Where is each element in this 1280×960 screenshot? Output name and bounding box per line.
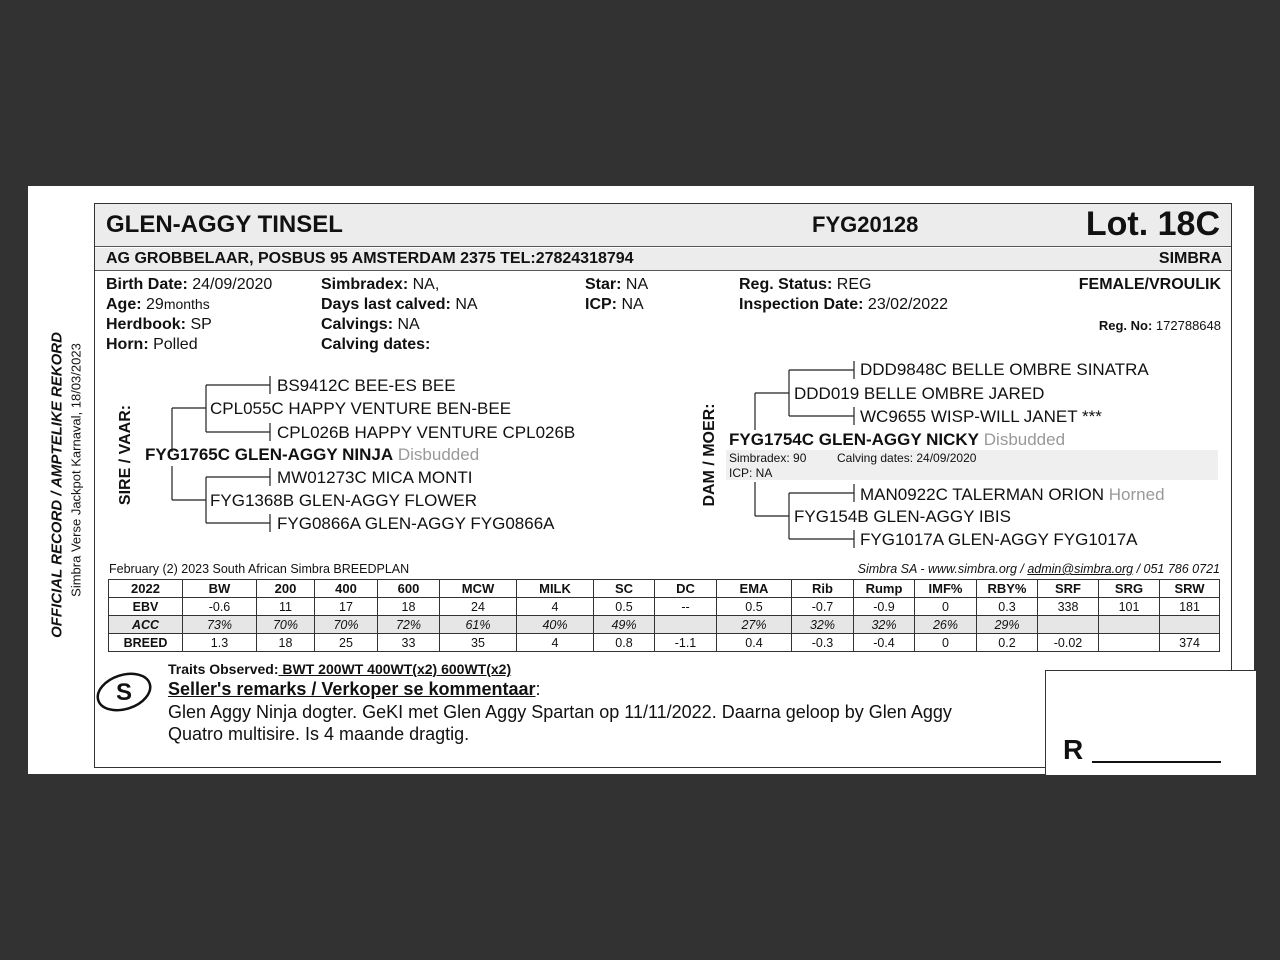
table-cell: 0.8: [594, 634, 655, 652]
table-cell: 101: [1099, 598, 1160, 616]
dam-sire: DDD019 BELLE OMBRE JARED: [794, 384, 1045, 403]
table-cell: 18: [257, 634, 315, 652]
sire-sire-sire: BS9412C BEE-ES BEE: [277, 376, 456, 395]
dam-sire-sire: DDD9848C BELLE OMBRE SINATRA: [860, 360, 1149, 379]
table-cell: 49%: [594, 616, 655, 634]
table-cell: 0: [915, 598, 977, 616]
table-cell: MILK: [517, 580, 594, 598]
table-cell: 32%: [854, 616, 915, 634]
table-cell: 338: [1038, 598, 1099, 616]
reg-no: Reg. No: 172788648: [1098, 318, 1221, 333]
table-cell: 17: [315, 598, 378, 616]
sire-dam-dam: FYG0866A GLEN-AGGY FYG0866A: [277, 514, 555, 533]
table-cell: 70%: [257, 616, 315, 634]
table-cell: 72%: [378, 616, 440, 634]
sale-label: Simbra Verse Jackpot Karnaval, 18/03/2023: [68, 343, 84, 597]
table-cell: BW: [183, 580, 257, 598]
table-cell: 374: [1160, 634, 1220, 652]
price-input-line[interactable]: [1092, 761, 1221, 763]
sire-label: SIRE / VAAR:: [117, 404, 134, 506]
dam-dam: FYG154B GLEN-AGGY IBIS: [794, 507, 1011, 526]
table-cell: 0.3: [977, 598, 1038, 616]
table-cell: 32%: [792, 616, 854, 634]
sire-dam-sire: MW01273C MICA MONTI: [277, 468, 473, 487]
dam-name: FYG1754C GLEN-AGGY NICKY Disbudded: [729, 430, 1066, 449]
table-cell: 4: [517, 598, 594, 616]
table-cell: 24: [440, 598, 517, 616]
sire-sire: CPL055C HAPPY VENTURE BEN-BEE: [210, 399, 512, 418]
star: Star: NA: [585, 276, 649, 293]
table-cell: 4: [517, 634, 594, 652]
table-cell: [1099, 616, 1160, 634]
table-cell: 61%: [440, 616, 517, 634]
days-last-calved: Days last calved: NA: [321, 296, 478, 313]
table-cell: [655, 616, 717, 634]
table-cell: 0.5: [594, 598, 655, 616]
table-cell: 2022: [109, 580, 183, 598]
table-cell: 0.4: [717, 634, 792, 652]
calvings: Calvings: NA: [321, 316, 420, 333]
traits-observed: Traits Observed: BWT 200WT 400WT(x2) 600WT(x2): [168, 661, 512, 677]
birth-date: Birth Date: 24/09/2020: [106, 276, 273, 293]
table-cell: --: [655, 598, 717, 616]
table-cell: -0.6: [183, 598, 257, 616]
table-cell: -0.4: [854, 634, 915, 652]
table-cell: 33: [378, 634, 440, 652]
table-cell: SC: [594, 580, 655, 598]
simbradex: Simbradex: NA,: [321, 276, 440, 293]
table-cell: EMA: [717, 580, 792, 598]
table-cell: -0.9: [854, 598, 915, 616]
table-cell: 600: [378, 580, 440, 598]
table-row: [109, 598, 1220, 616]
age: Age: 29months: [106, 296, 210, 313]
reg-status: Reg. Status: REG: [739, 276, 872, 293]
table-cell: EBV: [109, 598, 183, 616]
table-row: [109, 634, 1220, 652]
icp: ICP: NA: [585, 296, 644, 313]
table-cell: 70%: [315, 616, 378, 634]
calving-dates: Calving dates:: [321, 336, 431, 353]
breed-label: SIMBRA: [1158, 250, 1222, 267]
dam-dam-dam: FYG1017A GLEN-AGGY FYG1017A: [860, 530, 1138, 549]
seal-letter: S: [115, 679, 133, 706]
breedplan-contact: Simbra SA - www.simbra.org / admin@simbra.org / 051 786 0721: [857, 562, 1220, 576]
table-cell: 18: [378, 598, 440, 616]
table-row: [109, 580, 1220, 598]
sire-sire-dam: CPL026B HAPPY VENTURE CPL026B: [277, 423, 576, 442]
table-cell: 1.3: [183, 634, 257, 652]
table-cell: SRW: [1160, 580, 1220, 598]
lot-number: Lot. 18C: [1085, 205, 1220, 243]
table-cell: 25: [315, 634, 378, 652]
dam-label: DAM / MOER:: [701, 403, 718, 507]
table-cell: DC: [655, 580, 717, 598]
table-cell: [1099, 634, 1160, 652]
table-cell: 11: [257, 598, 315, 616]
animal-id: FYG20128: [812, 212, 919, 237]
breedplan-title: February (2) 2023 South African Simbra BREEDPLAN: [109, 562, 410, 576]
seller-seal-icon: [94, 670, 156, 714]
dam-calving-dates: Calving dates: 24/09/2020: [837, 451, 977, 465]
animal-name: GLEN-AGGY TINSEL: [106, 211, 343, 238]
table-cell: 29%: [977, 616, 1038, 634]
table-cell: 200: [257, 580, 315, 598]
table-cell: -0.02: [1038, 634, 1099, 652]
table-cell: RBY%: [977, 580, 1038, 598]
table-cell: 27%: [717, 616, 792, 634]
sex: FEMALE/VROULIK: [1078, 276, 1221, 293]
table-cell: -0.7: [792, 598, 854, 616]
table-cell: 35: [440, 634, 517, 652]
table-cell: Rib: [792, 580, 854, 598]
table-cell: -0.3: [792, 634, 854, 652]
herdbook: Herdbook: SP: [106, 316, 212, 333]
breedplan-table: [108, 579, 1220, 652]
table-cell: 0.2: [977, 634, 1038, 652]
table-cell: [1160, 616, 1220, 634]
table-cell: 26%: [915, 616, 977, 634]
inspection-date: Inspection Date: 23/02/2022: [739, 296, 948, 313]
table-cell: 73%: [183, 616, 257, 634]
table-cell: IMF%: [915, 580, 977, 598]
owner-line: AG GROBBELAAR, POSBUS 95 AMSTERDAM 2375 TEL:27824318794: [106, 250, 634, 267]
dam-icp: ICP: NA: [729, 466, 773, 480]
table-cell: SRG: [1099, 580, 1160, 598]
table-cell: 0.5: [717, 598, 792, 616]
horn: Horn: Polled: [106, 336, 198, 353]
official-record-label: OFFICIAL RECORD / AMPTELIKE REKORD: [48, 332, 66, 638]
table-cell: [1038, 616, 1099, 634]
sire-dam: FYG1368B GLEN-AGGY FLOWER: [210, 491, 478, 510]
table-row: [109, 616, 1220, 634]
dam-sire-dam: WC9655 WISP-WILL JANET ***: [860, 407, 1102, 426]
price-label: R: [1063, 734, 1084, 765]
dam-dam-sire: MAN0922C TALERMAN ORION Horned: [860, 485, 1165, 504]
table-cell: 181: [1160, 598, 1220, 616]
remarks-line-1: Glen Aggy Ninja dogter. GeKI met Glen Aggy Spartan op 11/11/2022. Daarna geloop by Glen Aggy: [168, 702, 952, 722]
remarks-title: Seller's remarks / Verkoper se kommentaar:: [168, 679, 541, 699]
sire-name: FYG1765C GLEN-AGGY NINJA Disbudded: [145, 445, 480, 464]
table-cell: 40%: [517, 616, 594, 634]
table-cell: BREED: [109, 634, 183, 652]
table-cell: -1.1: [655, 634, 717, 652]
dam-simbradex: Simbradex: 90: [729, 451, 807, 465]
table-cell: MCW: [440, 580, 517, 598]
table-cell: Rump: [854, 580, 915, 598]
table-cell: 400: [315, 580, 378, 598]
email-link[interactable]: admin@simbra.org: [1027, 562, 1134, 576]
remarks-line-2: Quatro multisire. Is 4 maande dragtig.: [168, 724, 470, 744]
table-cell: ACC: [109, 616, 183, 634]
table-cell: 0: [915, 634, 977, 652]
table-cell: SRF: [1038, 580, 1099, 598]
